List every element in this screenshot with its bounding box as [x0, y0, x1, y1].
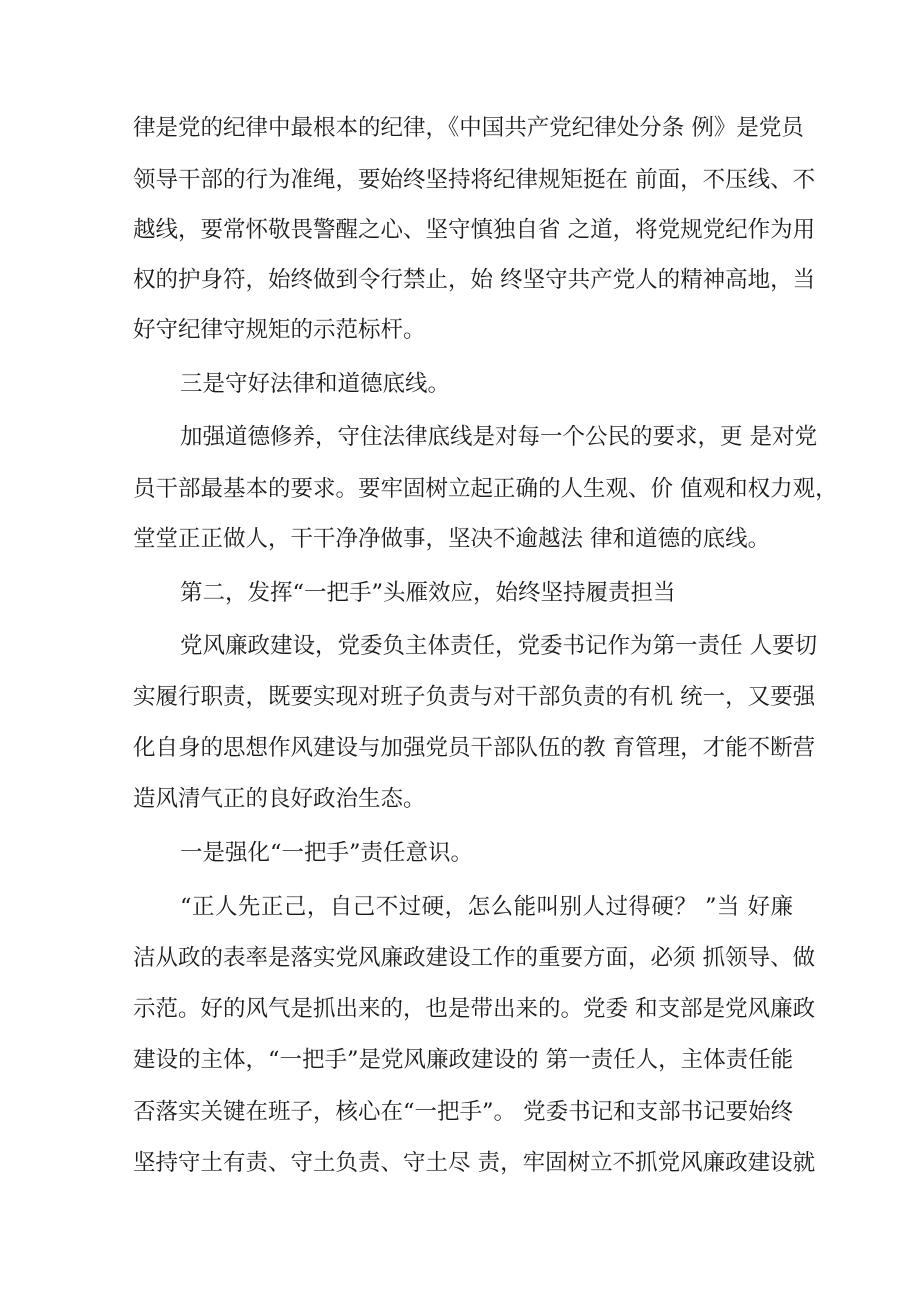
text-line: 越线，要常怀敬畏警醒之心、坚守慎独自省 之道，将党规党纪作为用	[133, 217, 816, 243]
text-line: 律是党的纪律中最根本的纪律，《中国共产党纪律处分条 例》是党员	[133, 115, 804, 141]
text-line: 建设的主体，“一把手”是党风廉政建设的 第一责任人，主体责任能	[133, 1047, 794, 1073]
text-line: 化自身的思想作风建设与加强党员干部队伍的教 育管理，才能不断营	[133, 735, 816, 761]
text-line: 员干部最基本的要求。要牢固树立起正确的人生观、价 值观和权力观，	[133, 476, 838, 502]
text-line: 三是守好法律和道德底线。	[180, 371, 451, 397]
text-line: 领导干部的行为准绳，要始终坚持将纪律规矩挺在 前面，不压线、不	[133, 167, 816, 193]
text-line: 党风廉政建设，党委负主体责任，党委书记作为第一责任 人要切	[180, 633, 818, 659]
text-line: 否落实关键在班子，核心在“一把手”。 党委书记和支部书记要始终	[133, 1099, 794, 1125]
text-line: 加强道德修养，守住法律底线是对每一个公民的要求，更 是对党	[180, 424, 818, 450]
text-line: 好守纪律守规矩的示范标杆。	[133, 317, 426, 343]
text-line: 权的护身符，始终做到令行禁止，始 终坚守共产党人的精神高地，当	[133, 267, 816, 293]
text-line: 一是强化“一把手”责任意识。	[180, 840, 474, 866]
text-line: 造风清气正的良好政治生态。	[133, 786, 426, 812]
text-line: 示范。好的风气是抓出来的，也是带出来的。党委 和支部是党风廉政	[133, 996, 816, 1022]
text-line: 实履行职责，既要实现对班子负责与对干部负责的有机 统一，又要强	[133, 684, 816, 710]
text-line: “正人先正己，自己不过硬，怎么能叫别人过得硬？ ”当 好廉	[180, 894, 793, 920]
text-line: 第二，发挥“一把手”头雁效应，始终坚持履责担当	[180, 580, 676, 606]
text-line: 坚持守土有责、守土负责、守土尽 责，牢固树立不抓党风廉政建设就	[133, 1150, 816, 1176]
text-line: 洁从政的表率是落实党风廉政建设工作的重要方面，必须 抓领导、做	[133, 945, 816, 971]
text-line: 堂堂正正做人，干干净净做事，坚决不逾越法 律和道德的底线。	[133, 526, 771, 552]
